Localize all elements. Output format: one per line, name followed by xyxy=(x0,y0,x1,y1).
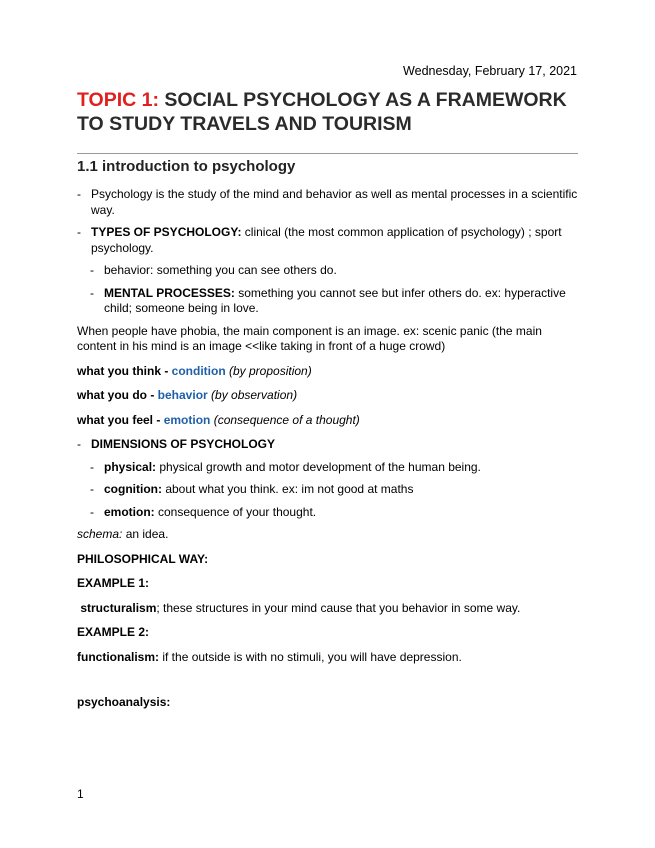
emotion-text: consequence of your thought. xyxy=(154,504,317,519)
cognition-text: about what you think. ex: im not good at maths xyxy=(161,482,414,496)
topic-title: SOCIAL PSYCHOLOGY AS A FRAMEWORK TO STUDY TRAVELS AND TOURISM xyxy=(77,89,567,135)
think-label: what you think - xyxy=(77,363,172,378)
think-line xyxy=(77,364,582,380)
types-text: clinical (the most common application of psychology) ; sport psychology. xyxy=(91,225,562,255)
feel-note: (consequence of a thought) xyxy=(210,412,360,427)
list-item: - DIMENSIONS OF PSYCHOLOGY xyxy=(77,437,276,451)
feel-key: emotion xyxy=(163,412,211,427)
emotion-label: emotion: xyxy=(104,504,155,519)
title-divider xyxy=(77,153,578,154)
structuralism-label: structuralism xyxy=(80,600,157,615)
definition-text: Psychology is the study of the mind and behavior as well as mental processes in a scientific way. xyxy=(91,187,578,217)
do-note: (by observation) xyxy=(207,388,298,402)
section-heading: 1.1 introduction to psychology xyxy=(77,158,296,175)
list-item: - MENTAL PROCESSES: something you cannot see but infer others do. ex: hyperactive child; someone being in love. xyxy=(90,285,566,315)
schema-text: an idea. xyxy=(122,527,169,541)
functionalism-text: if the outside is with no stimuli, you will have depression. xyxy=(159,649,462,664)
philosophical-label: PHILOSOPHICAL WAY: xyxy=(77,551,209,566)
think-key: condition xyxy=(171,363,226,378)
example1-heading xyxy=(77,576,582,592)
feel-label: what you feel - xyxy=(77,412,164,427)
list-item: - TYPES OF PSYCHOLOGY: clinical (the most common application of psychology) ; sport psychology. xyxy=(77,225,562,255)
list-item: - emotion: consequence of your thought. xyxy=(90,504,317,519)
example2-label: EXAMPLE 2: xyxy=(77,625,150,639)
psychoanalysis-label: psychoanalysis: xyxy=(77,695,171,709)
do-label: what you do - xyxy=(77,388,158,402)
date: Wednesday, February 17, 2021 xyxy=(403,64,577,78)
do-line xyxy=(77,388,582,404)
page-number: 1 xyxy=(77,787,84,801)
feel-line xyxy=(77,413,582,429)
functionalism-label: functionalism: xyxy=(77,649,160,664)
philosophical-heading xyxy=(77,552,582,568)
physical-text: physical growth and motor development of the human being. xyxy=(156,459,481,474)
mental-label: MENTAL PROCESSES: xyxy=(104,285,235,300)
think-note: (by proposition) xyxy=(225,363,312,378)
dimensions-heading: DIMENSIONS OF PSYCHOLOGY xyxy=(91,437,276,451)
example1-line xyxy=(77,601,582,617)
example2-line xyxy=(77,650,582,666)
do-key: behavior xyxy=(157,388,208,402)
psychoanalysis-line xyxy=(77,695,582,711)
list-item: - Psychology is the study of the mind and behavior as well as mental processes in a scientific way. xyxy=(77,187,578,217)
mental-text: something you cannot see but infer others do. ex: hyperactive child; someone being in love. xyxy=(104,285,566,315)
list-item: - physical: physical growth and motor development of the human being. xyxy=(90,459,481,474)
phobia-paragraph: When people have phobia, the main component is an image. ex: scenic panic (the main content in his mind is an image <<like taking in front of a huge crowd) xyxy=(77,323,542,353)
example2-heading xyxy=(77,625,582,641)
example1-label: EXAMPLE 1: xyxy=(77,576,150,590)
physical-label: physical: xyxy=(104,459,157,474)
structuralism-text: ; these structures in your mind cause that you behavior in some way. xyxy=(156,600,521,615)
topic-label: TOPIC 1: xyxy=(77,89,159,111)
list-item: - behavior: something you can see others do. xyxy=(90,263,337,277)
types-label: TYPES OF PSYCHOLOGY: xyxy=(91,225,242,239)
page-title xyxy=(77,88,577,136)
list-item: - cognition: about what you think. ex: im not good at maths xyxy=(90,482,414,496)
cognition-label: cognition: xyxy=(104,482,162,496)
schema-line xyxy=(77,527,582,543)
schema-label: schema: xyxy=(77,527,123,541)
behavior-text: behavior: something you can see others do. xyxy=(104,263,337,277)
content-body xyxy=(77,187,582,720)
